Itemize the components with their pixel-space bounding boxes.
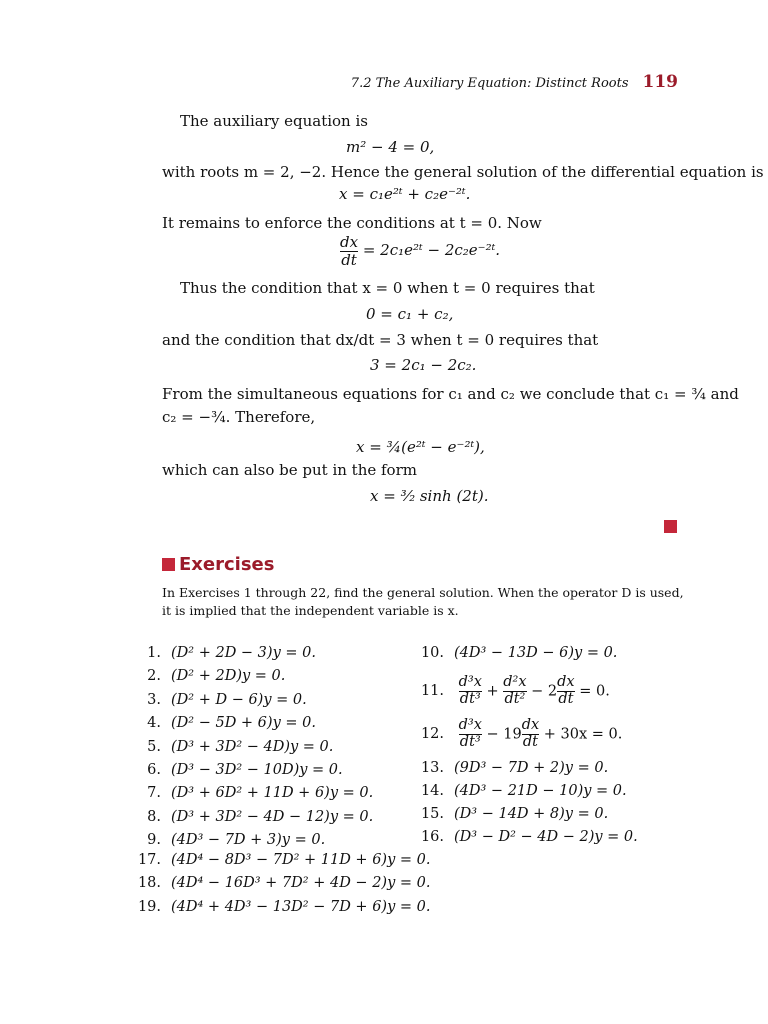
fraction-dx-dt: $\frac{dx}{dt}$ (340, 233, 359, 269)
exercise-number: 14. (420, 783, 444, 799)
exercise-item (133, 762, 343, 778)
paragraph-5: and the condition that dx/dt = 3 when t = 0 requires that (162, 331, 599, 349)
section-title: 7.2 The Auxiliary Equation: Distinct Roots (350, 76, 629, 91)
exercise-equation: (4D³ − 7D + 3)y = 0. (171, 832, 326, 849)
exercise-item (133, 875, 430, 891)
exercise-number: 1. (147, 645, 161, 661)
running-header (351, 72, 678, 92)
exercise-equation: (D³ + 3D² − 4D)y = 0. (171, 738, 334, 755)
exercise-item (133, 809, 373, 825)
exercises-title: Exercises (179, 554, 275, 575)
exercise-number: 9. (147, 832, 161, 849)
exercise-equation: (D² − 5D + 6)y = 0. (171, 715, 316, 732)
exercise-number: 17. (137, 852, 161, 868)
exercise-item (416, 783, 627, 799)
exercise-number: 16. (420, 829, 444, 845)
exercises-intro: In Exercises 1 through 22, find the general solution. When the operator D is used, it is implied that the independent variable is x. (162, 585, 684, 618)
exercise-equation: (D³ − 3D² − 10D)y = 0. (171, 762, 343, 778)
end-of-example-marker (664, 520, 677, 533)
exercise-number: 2. (147, 668, 161, 685)
exercise-equation: (D² + 2D − 3)y = 0. (171, 645, 316, 661)
exercise-number: 7. (147, 785, 161, 802)
exercise-number: 19. (137, 898, 161, 915)
paragraph-4: Thus the condition that x = 0 when t = 0 requires that (180, 279, 595, 297)
exercise-item (133, 832, 325, 848)
equation-solution: x = ¾(e²ᵗ − e⁻²ᵗ), (356, 438, 485, 456)
exercise-number: 18. (137, 875, 161, 892)
exercise-number: 13. (420, 760, 444, 776)
exercise-item (416, 806, 608, 822)
exercise-number: 3. (147, 691, 161, 708)
exercise-equation: (4D⁴ − 8D³ − 7D² + 11D + 6)y = 0. (171, 852, 431, 868)
exercise-equation: (4D³ − 21D − 10)y = 0. (454, 783, 627, 799)
exercise-number: 5. (147, 738, 161, 755)
equation-condition-1: 0 = c₁ + c₂, (366, 305, 454, 323)
exercise-item (133, 715, 316, 731)
exercise-equation: (D² + D − 6)y = 0. (171, 691, 307, 708)
exercise-item (133, 645, 316, 661)
exercise-equation: (D³ + 3D² − 4D − 12)y = 0. (171, 808, 374, 825)
exercise-item (416, 829, 638, 845)
equation-general-solution: x = c₁e²ᵗ + c₂e⁻²ᵗ. (339, 185, 471, 203)
exercise-equation: (D³ + 6D² + 11D + 6)y = 0. (171, 785, 374, 802)
equation-auxiliary: m² − 4 = 0, (346, 138, 435, 156)
exercise-equation: (4D⁴ + 4D³ − 13D² − 7D + 6)y = 0. (171, 898, 431, 915)
equation-condition-2: 3 = 2c₁ − 2c₂. (370, 356, 477, 374)
exercises-heading (162, 554, 274, 575)
exercise-equation: (D³ − 14D + 8)y = 0. (454, 806, 609, 822)
equation-derivative: $\frac{dx}{dt}$ = 2c₁e²ᵗ − 2c₂e⁻²ᵗ. (340, 233, 501, 269)
paragraph-1: The auxiliary equation is (180, 112, 368, 130)
paragraph-7: c₂ = −¾. Therefore, (162, 408, 316, 426)
exercise-item (133, 739, 333, 755)
exercise-number: 6. (147, 762, 161, 778)
paragraph-8: which can also be put in the form (162, 461, 417, 479)
exercise-equation: (4D³ − 13D − 6)y = 0. (454, 645, 618, 661)
exercise-number: 4. (147, 715, 161, 732)
exercise-item (416, 645, 617, 661)
exercise-item (133, 899, 430, 915)
exercise-item (133, 692, 307, 708)
exercise-11: 11. $\frac{\text{d³x}}{\text{dt³}}$ + $\frac{\text{d²x}}{\text{dt²}}$ − 2 $\frac{dx}{dt}$ = 0. (420, 674, 610, 707)
exercise-item (133, 668, 285, 684)
exercise-number: 8. (147, 808, 161, 825)
page-number: 119 (642, 72, 678, 92)
exercise-number: 10. (420, 645, 444, 661)
exercise-number: 15. (420, 806, 444, 822)
equation-sinh-form: x = ³⁄₂ sinh (2t). (370, 487, 489, 505)
exercise-equation: (D² + 2D)y = 0. (171, 668, 286, 685)
paragraph-6: From the simultaneous equations for c₁ and c₂ we conclude that c₁ = ¾ and (162, 385, 739, 403)
exercise-equation: (D³ − D² − 4D − 2)y = 0. (454, 829, 638, 845)
paragraph-3: It remains to enforce the conditions at t = 0. Now (162, 214, 542, 232)
exercise-equation: (9D³ − 7D + 2)y = 0. (454, 760, 609, 776)
paragraph-2: with roots m = 2, −2. Hence the general solution of the differential equation is (162, 163, 764, 181)
exercise-equation: (4D⁴ − 16D³ + 7D² + 4D − 2)y = 0. (171, 875, 431, 892)
exercise-item (133, 852, 430, 868)
exercises-marker (162, 558, 175, 571)
exercise-item (416, 760, 608, 776)
exercise-item (133, 785, 373, 801)
exercise-12: 12. $\frac{\text{d³x}}{\text{dt³}}$ − 19 $\frac{dx}{dt}$ + 30x = 0. (420, 717, 623, 750)
